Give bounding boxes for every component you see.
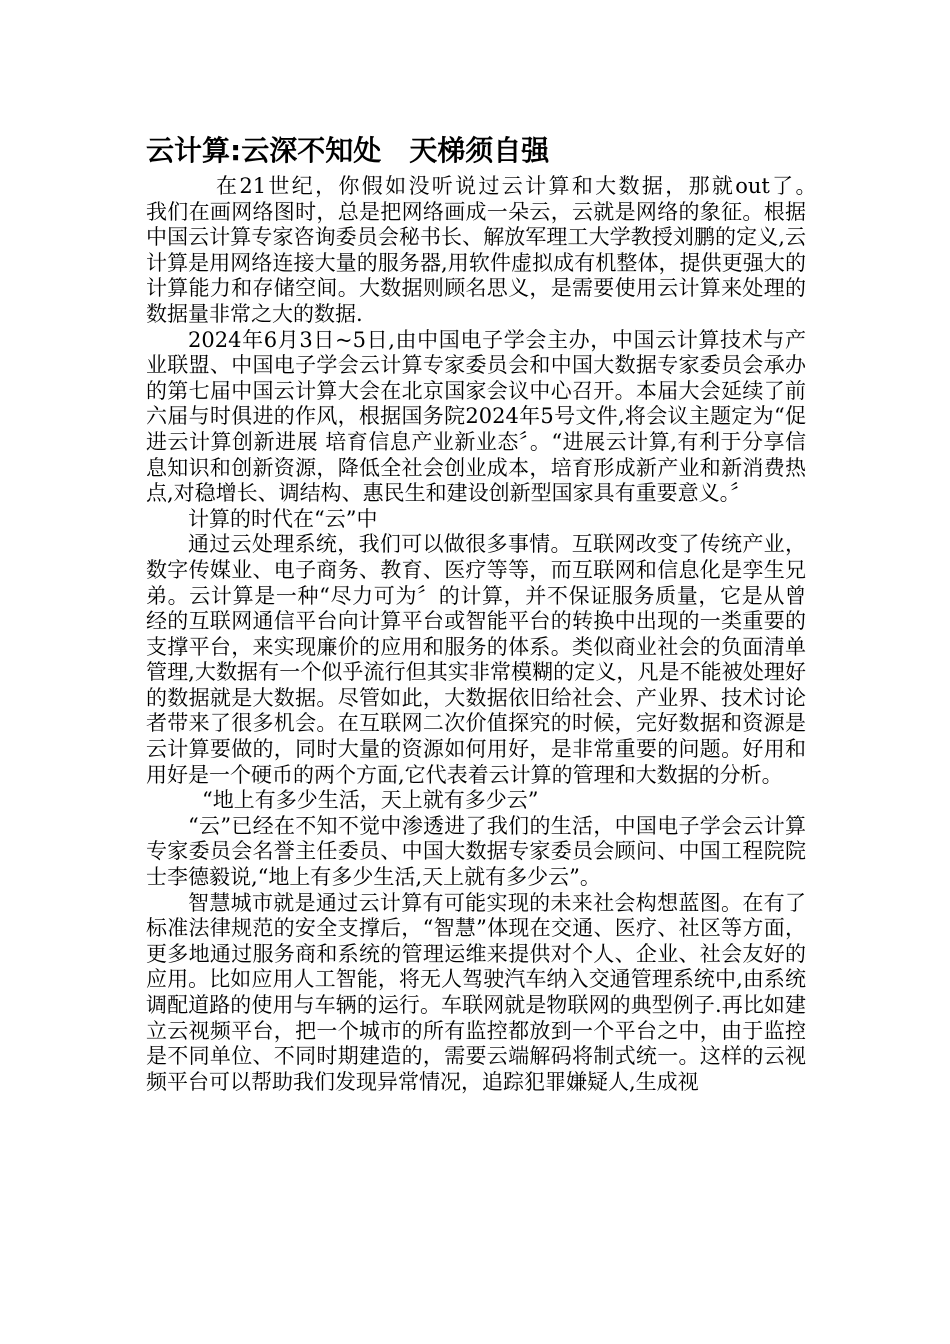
paragraph-smart-city: 智慧城市就是通过云计算有可能实现的未来社会构想蓝图。在有了标准法律规范的安全支撑后，“智慧”体现在交通、医疗、社区等方面，更多地通过服务商和系统的管理运维来提供对个人、企业、社会友好的应用。比如应用人工智能，将无人驾驶汽车纳入交通管理系统中,由系统调配道路的使用与车辆的运行。车联网就是物联网的典型例子.再比如建立云视频平台，把一个城市的所有监控都放到一个平台之中，由于监控是不同单位、不同时期建造的，需要云端解码将制式统一。这样的云视频平台可以帮助我们发现异常情况，追踪犯罪嫌疑人,生成视 (146, 890, 806, 1094)
document-page (146, 132, 855, 1095)
paragraph-cloud-processing: 通过云处理系统，我们可以做很多事情。互联网改变了传统产业，数字传媒业、电子商务、教育、医疗等等，而互联网和信息化是孪生兄弟。云计算是一种“尽力可为〞的计算，并不保证服务质量，它是从曾经的互联网通信平台向计算平台或智能平台的转换中出现的一类重要的支撑平台，来实现廉价的应用和服务的体系。类似商业社会的负面清单管理,大数据有一个似乎流行但其实非常模糊的定义，凡是不能被处理好的数据就是大数据。尽管如此，大数据依旧给社会、产业界、技术讨论者带来了很多机会。在互联网二次价值探究的时候，完好数据和资源是云计算要做的，同时大量的资源如何用好，是非常重要的问题。好用和用好是一个硬币的两个方面,它代表着云计算的管理和大数据的分析。 (146, 532, 806, 787)
section-heading-cloud-era: 计算的时代在“云”中 (188, 506, 378, 531)
paragraph-cloud-in-life: “云”已经在不知不觉中渗透进了我们的生活，中国电子学会云计算专家委员会名誉主任委员、中国大数据专家委员会顾问、中国工程院院士李德毅说,“地上有多少生活,天上就有多少云”。 (146, 813, 806, 890)
paragraph-intro: 在21世纪，你假如没听说过云计算和大数据，那就out了。 我们在画网络图时，总是把网络画成一朵云，云就是网络的象征。根据中国云计算专家咨询委员会秘书长、解放军理工大学教授刘鹏的定义,云计算是用网络连接大量的服务器,用软件虚拟成有机整体，提供更强大的计算能力和存储空间。大数据则顾名思义，是需要使用云计算来处理的数据量非常之大的数据. (146, 174, 855, 326)
document-title: 云计算:云深不知处 天梯须自强 (146, 134, 550, 167)
paragraph-conference: 2024年6月3日~5日,由中国电子学会主办，中国云计算技术与产业联盟、中国电子学会云计算专家委员会和中国大数据专家委员会承办的第七届中国云计算大会在北京国家会议中心召开。本届大会延续了前六届与时俱进的作风，根据国务院2024年5号文件,将会议主题定为“促进云计算创新进展 培育信息产业新业态〞。“进展云计算,有利于分享信息知识和创新资源，降低全社会创业成本，培育形成新产业和新消费热点,对稳增长、调结构、惠民生和建设创新型国家具有重要意义。〞 (146, 327, 806, 506)
section-heading-life-and-cloud: “地上有多少生活，天上就有多少云” (202, 788, 539, 813)
